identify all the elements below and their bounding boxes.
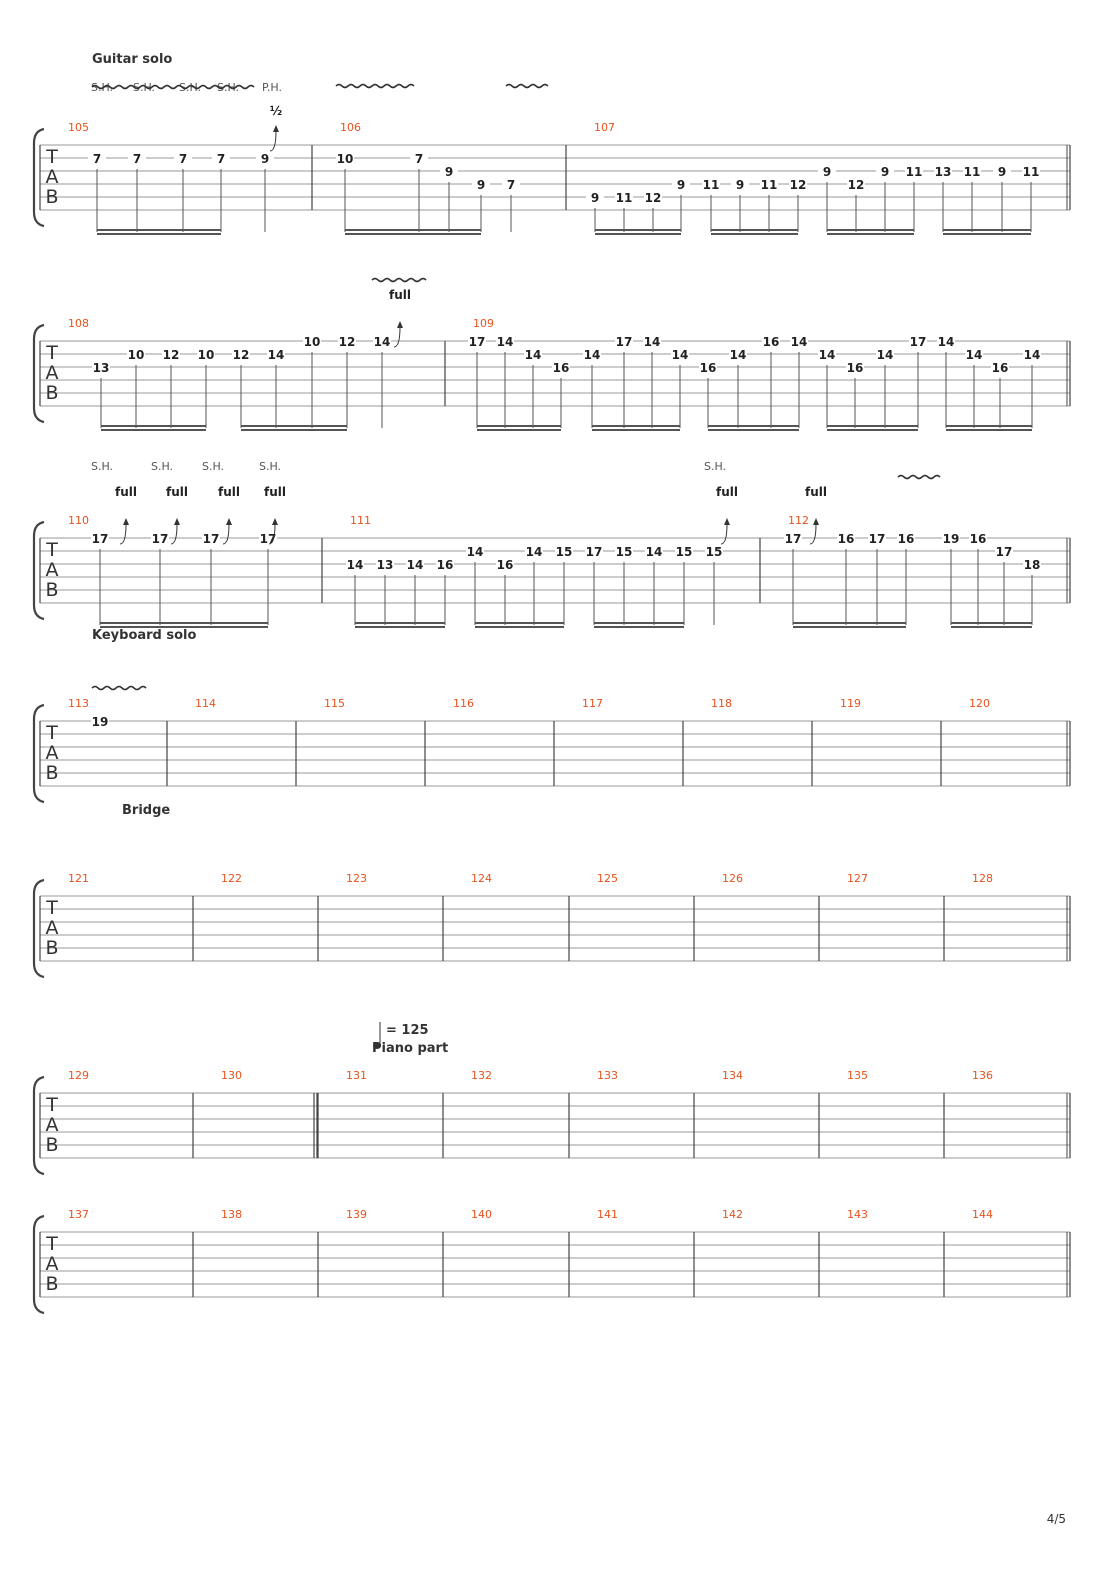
bar-number: 116: [453, 697, 474, 710]
tab-clef-letter: B: [45, 1273, 59, 1295]
fret-number: 16: [436, 558, 454, 572]
bar-number: 137: [68, 1208, 89, 1221]
fret-number: 15: [555, 545, 573, 559]
fret-number: 13: [92, 361, 110, 375]
staff-bracket: [34, 1216, 44, 1313]
tab-clef-letter: A: [45, 1253, 59, 1275]
bar-number: 119: [840, 697, 861, 710]
technique-label: S.H.: [90, 460, 114, 473]
fret-number: 7: [178, 152, 188, 166]
bend-amount: full: [805, 485, 827, 499]
bend-arrow: [810, 524, 816, 544]
tab-clef-letter: A: [45, 742, 59, 764]
bend-arrow: [223, 524, 229, 544]
bar-number: 122: [221, 872, 242, 885]
technique-label: S.H.: [178, 81, 202, 94]
bar-number: 120: [969, 697, 990, 710]
fret-number: 11: [905, 165, 923, 179]
fret-number: 11: [1022, 165, 1040, 179]
fret-number: 9: [822, 165, 832, 179]
bar-number: 131: [346, 1069, 367, 1082]
tab-clef-letter: T: [46, 722, 58, 744]
fret-number: 16: [846, 361, 864, 375]
bar-number: 142: [722, 1208, 743, 1221]
fret-number: 14: [267, 348, 285, 362]
fret-number: 14: [790, 335, 808, 349]
fret-number: 7: [506, 178, 516, 192]
fret-number: 18: [1023, 558, 1041, 572]
bar-number: 130: [221, 1069, 242, 1082]
technique-label: S.H.: [216, 81, 240, 94]
bar-number: 129: [68, 1069, 89, 1082]
fret-number: 17: [91, 532, 109, 546]
fret-number: 12: [338, 335, 356, 349]
fret-number: 14: [671, 348, 689, 362]
bend-arrow: [171, 524, 177, 544]
fret-number: 14: [524, 348, 542, 362]
fret-number: 16: [991, 361, 1009, 375]
fret-number: 17: [784, 532, 802, 546]
bend-arrowhead: [273, 125, 279, 132]
fret-number: 14: [937, 335, 955, 349]
fret-number: 7: [414, 152, 424, 166]
bar-number: 127: [847, 872, 868, 885]
technique-label: S.H.: [132, 81, 156, 94]
fret-number: 9: [735, 178, 745, 192]
page-number: 4/5: [1046, 1512, 1066, 1526]
fret-number: 17: [615, 335, 633, 349]
fret-number: 11: [615, 191, 633, 205]
bend-arrow: [394, 327, 400, 347]
bar-number: 113: [68, 697, 89, 710]
tab-clef-letter: A: [45, 559, 59, 581]
bar-number: 128: [972, 872, 993, 885]
bar-number: 138: [221, 1208, 242, 1221]
fret-number: 9: [260, 152, 270, 166]
fret-number: 14: [406, 558, 424, 572]
tab-clef-letter: T: [46, 146, 58, 168]
tab-clef-letter: A: [45, 362, 59, 384]
fret-number: 7: [92, 152, 102, 166]
fret-number: 12: [789, 178, 807, 192]
bar-number: 140: [471, 1208, 492, 1221]
fret-number: 13: [934, 165, 952, 179]
fret-number: 16: [969, 532, 987, 546]
bend-arrow: [120, 524, 126, 544]
bar-number: 135: [847, 1069, 868, 1082]
section-label: Keyboard solo: [92, 628, 197, 643]
section-label: Bridge: [122, 803, 171, 818]
fret-number: 14: [583, 348, 601, 362]
bend-amount: full: [166, 485, 188, 499]
bar-number: 118: [711, 697, 732, 710]
bend-arrowhead: [813, 518, 819, 525]
fret-number: 14: [496, 335, 514, 349]
fret-number: 16: [762, 335, 780, 349]
tab-clef-letter: B: [45, 579, 59, 601]
bend-arrow: [721, 524, 727, 544]
fret-number: 19: [91, 715, 109, 729]
bend-arrowhead: [397, 321, 403, 328]
fret-number: 12: [644, 191, 662, 205]
bend-arrowhead: [174, 518, 180, 525]
technique-label: S.H.: [150, 460, 174, 473]
fret-number: 14: [965, 348, 983, 362]
fret-number: 14: [643, 335, 661, 349]
bar-number: 134: [722, 1069, 743, 1082]
bend-arrowhead: [226, 518, 232, 525]
bar-number: 141: [597, 1208, 618, 1221]
bar-number: 108: [68, 317, 89, 330]
fret-number: 11: [963, 165, 981, 179]
fret-number: 10: [336, 152, 354, 166]
fret-number: 14: [729, 348, 747, 362]
tab-clef-letter: A: [45, 1114, 59, 1136]
fret-number: 14: [818, 348, 836, 362]
fret-number: 14: [645, 545, 663, 559]
bar-number: 105: [68, 121, 89, 134]
staff-bracket: [34, 325, 44, 422]
section-label: Guitar solo: [92, 52, 173, 67]
bar-number: 115: [324, 697, 345, 710]
tab-clef-letter: T: [46, 1233, 58, 1255]
fret-number: 10: [197, 348, 215, 362]
bar-number: 143: [847, 1208, 868, 1221]
technique-label: P.H.: [262, 81, 282, 94]
fret-number: 16: [699, 361, 717, 375]
fret-number: 17: [909, 335, 927, 349]
fret-number: 10: [127, 348, 145, 362]
staff-bracket: [34, 880, 44, 977]
bar-number: 106: [340, 121, 361, 134]
fret-number: 14: [346, 558, 364, 572]
technique-label: S.H.: [90, 81, 114, 94]
bar-number: 111: [350, 514, 371, 527]
tab-clef-letter: A: [45, 917, 59, 939]
fret-number: 9: [997, 165, 1007, 179]
staff-bracket: [34, 129, 44, 226]
fret-number: 14: [466, 545, 484, 559]
fret-number: 9: [590, 191, 600, 205]
tab-clef-letter: B: [45, 1134, 59, 1156]
bar-number: 112: [788, 514, 809, 527]
fret-number: 17: [202, 532, 220, 546]
bend-amount: ½: [269, 104, 283, 118]
vibrato-line: [506, 85, 548, 88]
fret-number: 14: [525, 545, 543, 559]
vibrato-line: [336, 85, 414, 88]
fret-number: 12: [232, 348, 250, 362]
bar-number: 126: [722, 872, 743, 885]
fret-number: 12: [162, 348, 180, 362]
fret-number: 17: [259, 532, 277, 546]
technique-label: S.H.: [201, 460, 225, 473]
fret-number: 16: [897, 532, 915, 546]
bar-number: 117: [582, 697, 603, 710]
technique-label: S.H.: [703, 460, 727, 473]
bar-number: 114: [195, 697, 216, 710]
fret-number: 14: [373, 335, 391, 349]
fret-number: 9: [676, 178, 686, 192]
bend-arrowhead: [123, 518, 129, 525]
bend-amount: full: [115, 485, 137, 499]
fret-number: 17: [868, 532, 886, 546]
bend-amount: full: [389, 288, 411, 302]
tab-clef-letter: T: [46, 342, 58, 364]
bend-arrowhead: [272, 518, 278, 525]
fret-number: 11: [702, 178, 720, 192]
fret-number: 13: [376, 558, 394, 572]
bend-amount: full: [716, 485, 738, 499]
tab-clef-letter: T: [46, 539, 58, 561]
tempo-label: Piano part: [372, 1041, 449, 1056]
fret-number: 17: [995, 545, 1013, 559]
bend-amount: full: [264, 485, 286, 499]
fret-number: 14: [876, 348, 894, 362]
tab-clef-letter: B: [45, 937, 59, 959]
fret-number: 16: [552, 361, 570, 375]
fret-number: 7: [216, 152, 226, 166]
tempo-value: = 125: [386, 1023, 429, 1038]
fret-number: 15: [615, 545, 633, 559]
fret-number: 12: [847, 178, 865, 192]
bar-number: 124: [471, 872, 492, 885]
vibrato-line: [92, 687, 146, 690]
fret-number: 14: [1023, 348, 1041, 362]
fret-number: 17: [468, 335, 486, 349]
bar-number: 121: [68, 872, 89, 885]
vibrato-line: [372, 279, 426, 282]
fret-number: 9: [444, 165, 454, 179]
tab-clef-letter: T: [46, 897, 58, 919]
fret-number: 10: [303, 335, 321, 349]
fret-number: 9: [880, 165, 890, 179]
bar-number: 132: [471, 1069, 492, 1082]
fret-number: 15: [705, 545, 723, 559]
tab-clef-letter: B: [45, 382, 59, 404]
bar-number: 110: [68, 514, 89, 527]
fret-number: 15: [675, 545, 693, 559]
bend-arrowhead: [724, 518, 730, 525]
staff-bracket: [34, 522, 44, 619]
bar-number: 125: [597, 872, 618, 885]
bend-arrow: [270, 131, 276, 151]
bar-number: 109: [473, 317, 494, 330]
vibrato-line: [898, 476, 940, 479]
bar-number: 139: [346, 1208, 367, 1221]
fret-number: 11: [760, 178, 778, 192]
fret-number: 7: [132, 152, 142, 166]
tab-clef-letter: T: [46, 1094, 58, 1116]
bar-number: 123: [346, 872, 367, 885]
tab-clef-letter: A: [45, 166, 59, 188]
tab-clef-letter: B: [45, 186, 59, 208]
fret-number: 16: [837, 532, 855, 546]
fret-number: 16: [496, 558, 514, 572]
fret-number: 17: [151, 532, 169, 546]
bar-number: 136: [972, 1069, 993, 1082]
bar-number: 107: [594, 121, 615, 134]
fret-number: 19: [942, 532, 960, 546]
fret-number: 9: [476, 178, 486, 192]
staff-bracket: [34, 1077, 44, 1174]
tab-clef-letter: B: [45, 762, 59, 784]
bar-number: 144: [972, 1208, 993, 1221]
technique-label: S.H.: [258, 460, 282, 473]
bend-amount: full: [218, 485, 240, 499]
bar-number: 133: [597, 1069, 618, 1082]
staff-bracket: [34, 705, 44, 802]
fret-number: 17: [585, 545, 603, 559]
